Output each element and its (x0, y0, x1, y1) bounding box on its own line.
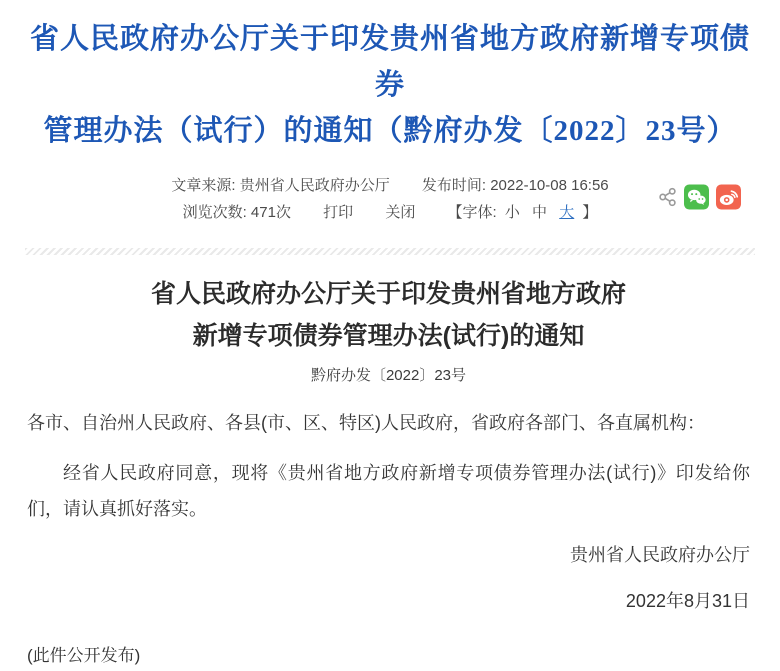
meta-row-actions (25, 199, 755, 226)
font-size-medium-button[interactable]: 中 (532, 204, 548, 221)
weibo-share-icon[interactable] (716, 184, 741, 210)
font-switch-prefix: 【字体: (447, 204, 497, 221)
wechat-share-icon[interactable] (684, 184, 709, 210)
meta-bar (25, 172, 755, 226)
signature-date: 2022年8月31日 (625, 591, 750, 611)
document-body (0, 273, 780, 671)
close-button[interactable]: 关闭 (385, 204, 416, 221)
page-title (20, 16, 760, 154)
page-title-line2: 管理办法（试行）的通知（黔府办发〔2022〕23号） (43, 115, 737, 147)
views-label: 浏览次数: (182, 204, 247, 221)
source-label: 文章来源: (171, 177, 236, 194)
share-icon[interactable] (658, 186, 677, 208)
font-size-small-button[interactable]: 小 (504, 204, 520, 221)
font-size-large-button[interactable]: 大 (559, 204, 575, 221)
document-heading-line2: 新增专项债券管理办法(试行)的通知 (192, 322, 585, 350)
share-toolbar (658, 184, 741, 210)
document-heading-line1: 省人民政府办公厅关于印发贵州省地方政府 (150, 280, 626, 308)
source-value: 贵州省人民政府办公厅 (239, 177, 390, 194)
page-title-line1: 省人民政府办公厅关于印发贵州省地方政府新增专项债券 (29, 23, 750, 101)
font-switch-suffix: 】 (582, 204, 598, 221)
body-paragraph: 经省人民政府同意，现将《贵州省地方政府新增专项债券管理办法(试行)》印发给你们，请认真抓好落实。 (27, 463, 750, 519)
document-number: 黔府办发〔2022〕23号 (310, 367, 467, 384)
publish-value: 2022-10-08 16:56 (490, 177, 609, 194)
salutation-paragraph: 各市、自治州人民政府、各县(市、区、特区)人民政府，省政府各部门、各直属机构： (27, 413, 705, 433)
publish-label: 发布时间: (421, 177, 487, 194)
article-source (171, 177, 394, 194)
notice-page (0, 16, 780, 665)
meta-row-source (25, 172, 755, 199)
font-size-switcher (448, 204, 598, 221)
views-value: 471次 (250, 204, 291, 221)
view-count (183, 204, 296, 221)
print-button[interactable]: 打印 (323, 204, 354, 221)
public-release-note: (此件公开发布) (27, 646, 141, 665)
publish-time (422, 177, 609, 194)
document-heading (27, 273, 750, 357)
signature-authority: 贵州省人民政府办公厅 (570, 545, 750, 565)
hatched-divider (25, 248, 755, 255)
